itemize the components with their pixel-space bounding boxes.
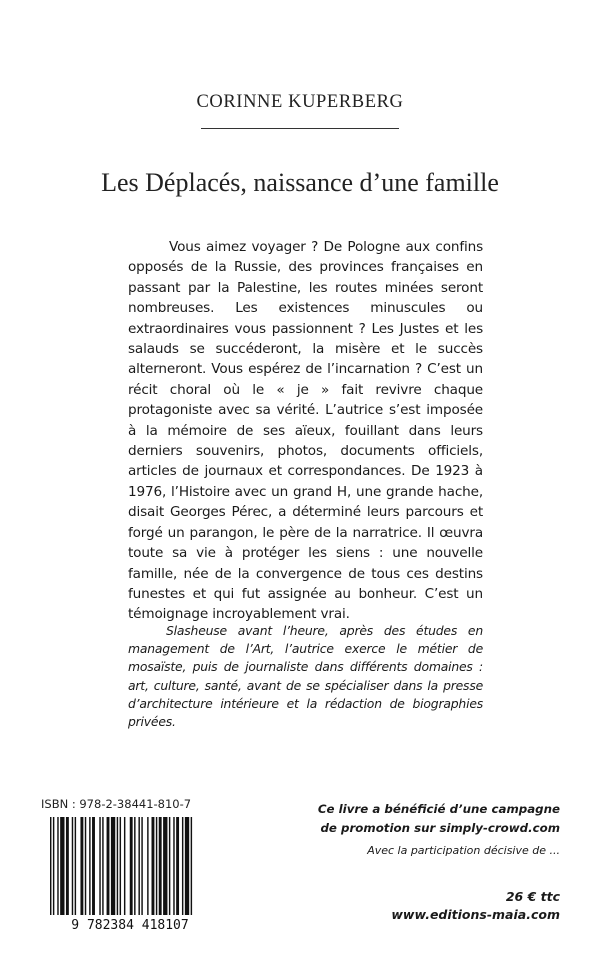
barcode-bar <box>120 817 121 915</box>
barcode-bar <box>134 817 135 915</box>
barcode-bar <box>92 817 95 915</box>
synopsis-text: Vous aimez voyager ? De Pologne aux confins opposés de la Russie, des provinces françaises en passant par la Palestine, les routes minées seront nombreuses. Les existences minuscules ou extraordinaires vous passionnent ? Les Justes et les salauds se succéderont, la misère et le succès alterneront. Vous espérez de l’incarnation ? C’est un récit choral où le « je » fait revivre chaque protagoniste avec sa vérité. L’autrice s’est imposée à la mémoire de ses aïeux, fouillant dans leurs derniers souvenirs, photos, documents officiels, articles de journaux et correspondances. De 1923 à 1976, l’Histoire avec un grand H, une grande hache, disait Georges Pérec, a déterminé leurs parcours et forgé un parangon, le père de la narratrice. Il œuvra toute sa vie à protéger les siens : une nouvelle famille, née de la convergence de tous ces destins funestes et qui fut assignée au bonheur. C’est un témoignage incroyablement vrai. <box>128 239 483 623</box>
barcode-bar <box>117 817 118 915</box>
barcode-bar <box>66 817 69 915</box>
barcode-bar <box>89 817 90 915</box>
campaign-line-1: Ce livre a bénéficié d’une campagne <box>317 802 560 816</box>
barcode-bar <box>169 817 170 915</box>
barcode-bar <box>60 817 64 915</box>
barcode-bar <box>191 817 192 915</box>
divider-rule <box>201 128 399 129</box>
barcode-bar <box>173 817 174 915</box>
author-bio-text: Slasheuse avant l’heure, après des études en management de l’Art, l’autrice exerce le métier de mosaïste, puis de journaliste dans différents domaines : art, culture, santé, avant de se spécialiser dans la presse d’architecture intérieure et la rédaction de biographies privées. <box>128 623 483 730</box>
barcode-bar <box>50 817 51 915</box>
campaign-note <box>300 800 560 838</box>
barcode <box>38 813 222 933</box>
barcode-bar <box>75 817 76 915</box>
barcode-bar <box>99 817 100 915</box>
barcode-digits: 9 782384 418107 <box>71 918 189 933</box>
barcode-bar <box>182 817 183 915</box>
barcode-bar <box>185 817 189 915</box>
participation-note: Avec la participation décisive de ... <box>367 844 560 857</box>
barcode-bar <box>124 817 125 915</box>
publisher-website: www.editions-maia.com <box>391 907 560 922</box>
barcode-bars <box>38 813 222 933</box>
barcode-bar <box>130 817 133 915</box>
barcode-bar <box>111 817 115 915</box>
barcode-bar <box>152 817 155 915</box>
barcode-bar <box>163 817 167 915</box>
barcode-bar <box>53 817 54 915</box>
barcode-bar <box>159 817 162 915</box>
barcode-bar <box>107 817 110 915</box>
barcode-bar <box>102 817 103 915</box>
author-name: CORINNE KUPERBERG <box>196 92 404 112</box>
barcode-bar <box>85 817 86 915</box>
book-title: Les Déplacés, naissance d’une famille <box>101 168 499 197</box>
barcode-bar <box>156 817 157 915</box>
barcode-bar <box>57 817 58 915</box>
isbn-label: ISBN : 978-2-38441-810-7 <box>41 797 192 811</box>
campaign-line-2: de promotion sur simply-crowd.com <box>320 821 560 835</box>
barcode-bar <box>72 817 73 915</box>
price: 26 € ttc <box>505 889 560 904</box>
barcode-bar <box>147 817 148 915</box>
barcode-bar <box>141 817 142 915</box>
barcode-bar <box>80 817 83 915</box>
barcode-bar <box>138 817 139 915</box>
barcode-bar <box>176 817 179 915</box>
